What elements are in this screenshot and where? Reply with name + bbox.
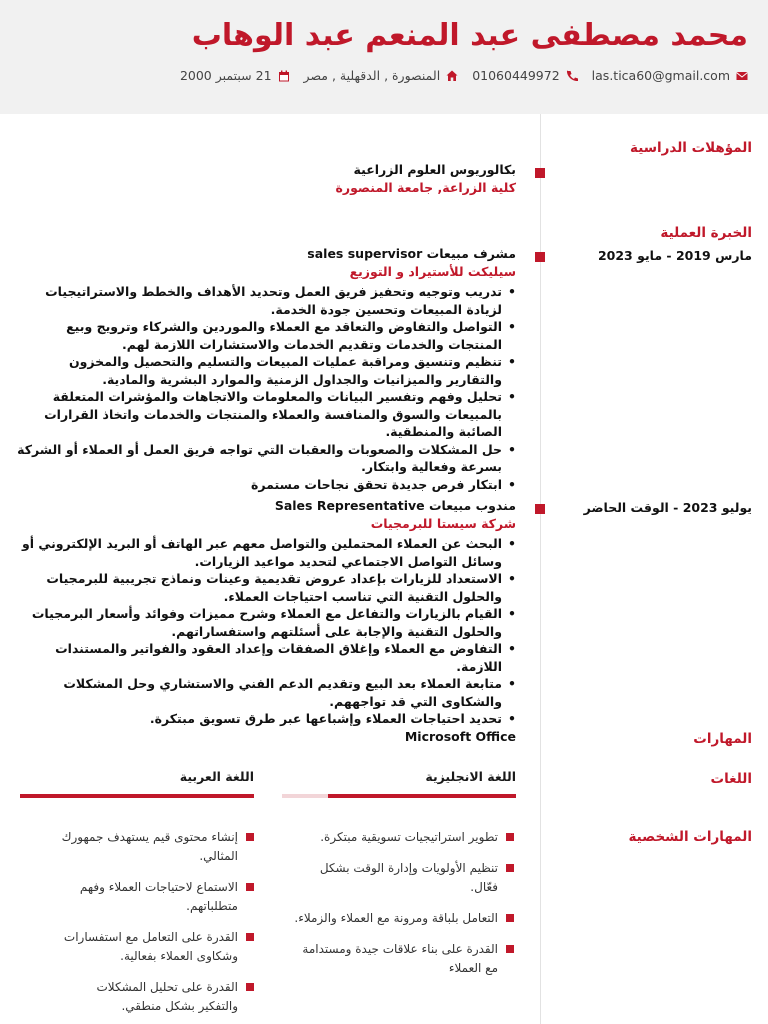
job-2-title: مندوب مبيعات Sales Representative bbox=[274, 498, 516, 513]
language-arabic: اللغة العربية bbox=[179, 769, 254, 784]
list-item: إنشاء محتوى قيم يستهدف جمهورك المثالي. bbox=[54, 828, 254, 866]
job-1-duties bbox=[16, 283, 516, 493]
list-item: • القيام بالزيارات والتفاعل مع العملاء وشرح مميزات وفوائد وأسعار البرمجيات والحلول التقنية والإجابة على أسئلتهم واستفساراتهم. bbox=[16, 605, 516, 640]
email-text[interactable]: las.tica60@gmail.com bbox=[591, 68, 730, 83]
list-item: • تحديد احتياجات العملاء وإشباعها عبر طرق تسويق مبتكرة. bbox=[16, 710, 516, 728]
languages-title: اللغات bbox=[710, 771, 752, 787]
phone-icon bbox=[566, 70, 578, 82]
job-2-duties bbox=[16, 535, 516, 728]
envelope-icon bbox=[736, 70, 748, 82]
bullet-square bbox=[506, 833, 514, 841]
soft-skills-col1 bbox=[294, 828, 514, 990]
contact-address bbox=[304, 68, 459, 83]
resume-header bbox=[0, 0, 768, 114]
bullet-square bbox=[246, 933, 254, 941]
list-item: • ابتكار فرص جديدة تحقق نجاحات مستمرة bbox=[16, 476, 516, 494]
bullet-square bbox=[506, 864, 514, 872]
list-item: • تنظيم وتنسيق ومراقبة عمليات المبيعات والتسليم والتحصيل والمخزون والتقارير والميزانيات والجداول الزمنية والموارد البشرية والمادية. bbox=[16, 353, 516, 388]
education-degree: بكالوريوس العلوم الزراعية bbox=[353, 162, 516, 177]
soft-skills-title: المهارات الشخصية bbox=[628, 829, 752, 845]
bullet-square bbox=[506, 945, 514, 953]
bullet-square bbox=[246, 983, 254, 991]
list-item: تنظيم الأولويات وإدارة الوقت بشكل فعّال. bbox=[294, 859, 514, 897]
contact-phone[interactable] bbox=[472, 68, 577, 83]
bullet-square bbox=[506, 914, 514, 922]
list-item: • التواصل والتفاوض والتعاقد مع العملاء والموردين والشركاء وترويج وبيع المنتجات والخدمات وتقديم الخدمات والاستشارات اللازمة لهم. bbox=[16, 318, 516, 353]
list-item: تطوير استراتيجيات تسويقية مبتكرة. bbox=[294, 828, 514, 847]
home-icon bbox=[446, 70, 458, 82]
job-1-marker bbox=[535, 252, 545, 262]
contact-email[interactable] bbox=[592, 68, 748, 83]
list-item: القدرة على بناء علاقات جيدة ومستدامة مع العملاء bbox=[294, 940, 514, 978]
contact-birthdate bbox=[180, 68, 290, 83]
address-text: المنصورة , الدقهلية , مصر bbox=[303, 68, 441, 83]
language-arabic-level bbox=[20, 794, 254, 798]
list-item: التعامل بلباقة ومرونة مع العملاء والزملاء. bbox=[294, 909, 514, 928]
candidate-name: محمد مصطفى عبد المنعم عبد الوهاب bbox=[191, 18, 748, 53]
list-item: • تحليل وفهم وتفسير البيانات والمعلومات والاتجاهات والمؤشرات المتعلقة بالمبيعات والسوق والمنافسة والعملاء والمنتجات والخدمات واتخاذ القرارات الصائبة والمنطقية. bbox=[16, 388, 516, 441]
birthdate-text: 21 سبتمبر 2000 bbox=[179, 68, 272, 83]
skills-title: المهارات bbox=[693, 731, 752, 747]
bullet-square bbox=[246, 883, 254, 891]
skill-item: Microsoft Office bbox=[404, 729, 516, 744]
list-item: • التفاوض مع العملاء وإغلاق الصفقات وإعداد العقود والفواتير والمستندات اللازمة. bbox=[16, 640, 516, 675]
job-1-title: مشرف مبيعات sales supervisor bbox=[307, 246, 516, 261]
list-item: • حل المشكلات والصعوبات والعقبات التي تواجه فريق العمل أو العملاء أو الشركة بسرعة وفعالية وابتكار. bbox=[16, 441, 516, 476]
list-item: الاستماع لاحتياجات العملاء وفهم متطلباتهم. bbox=[54, 878, 254, 916]
calendar-icon bbox=[278, 70, 290, 82]
job-2-marker bbox=[535, 504, 545, 514]
job-2-company: شركة سيستا للبرمجيات bbox=[370, 516, 516, 531]
language-english-level bbox=[328, 794, 516, 798]
list-item: القدرة على تحليل المشكلات والتفكير بشكل منطقي. bbox=[54, 978, 254, 1016]
soft-skills-col2 bbox=[54, 828, 254, 1024]
list-item: • البحث عن العملاء المحتملين والتواصل معهم عبر الهاتف أو البريد الإلكتروني أو وسائل التواصل الاجتماعي لتحديد مواعيد الزيارات. bbox=[16, 535, 516, 570]
list-item: • متابعة العملاء بعد البيع وتقديم الدعم الفني والاستشاري وحل المشكلات والشكاوى التي قد تواجههم. bbox=[16, 675, 516, 710]
list-item: • تدريب وتوجيه وتحفيز فريق العمل وتحديد الأهداف والخطط والاستراتيجيات لزيادة المبيعات وتحسين جودة الخدمة. bbox=[16, 283, 516, 318]
education-school: كلية الزراعة, جامعة المنصورة bbox=[335, 180, 516, 195]
list-item: • الاستعداد للزيارات بإعداد عروض تقديمية وعينات ونماذج تجريبية للبرمجيات والحلول التقنية التي تناسب احتياجات العملاء. bbox=[16, 570, 516, 605]
education-marker bbox=[535, 168, 545, 178]
bullet-square bbox=[246, 833, 254, 841]
job-1-company: سيليكت للأستيراد و التوزيع bbox=[349, 264, 516, 279]
language-english: اللغة الانجليزية bbox=[425, 769, 516, 784]
education-title: المؤهلات الدراسية bbox=[630, 140, 752, 156]
phone-text[interactable]: 01060449972 bbox=[472, 68, 560, 83]
list-item: القدرة على التعامل مع استفسارات وشكاوى العملاء بفعالية. bbox=[54, 928, 254, 966]
experience-title: الخبرة العملية bbox=[660, 225, 752, 241]
timeline-divider bbox=[540, 114, 541, 1024]
job-2-date: يوليو 2023 - الوقت الحاضر bbox=[583, 500, 752, 515]
job-1-date: مارس 2019 - مايو 2023 bbox=[597, 248, 752, 263]
contact-bar bbox=[180, 68, 748, 83]
